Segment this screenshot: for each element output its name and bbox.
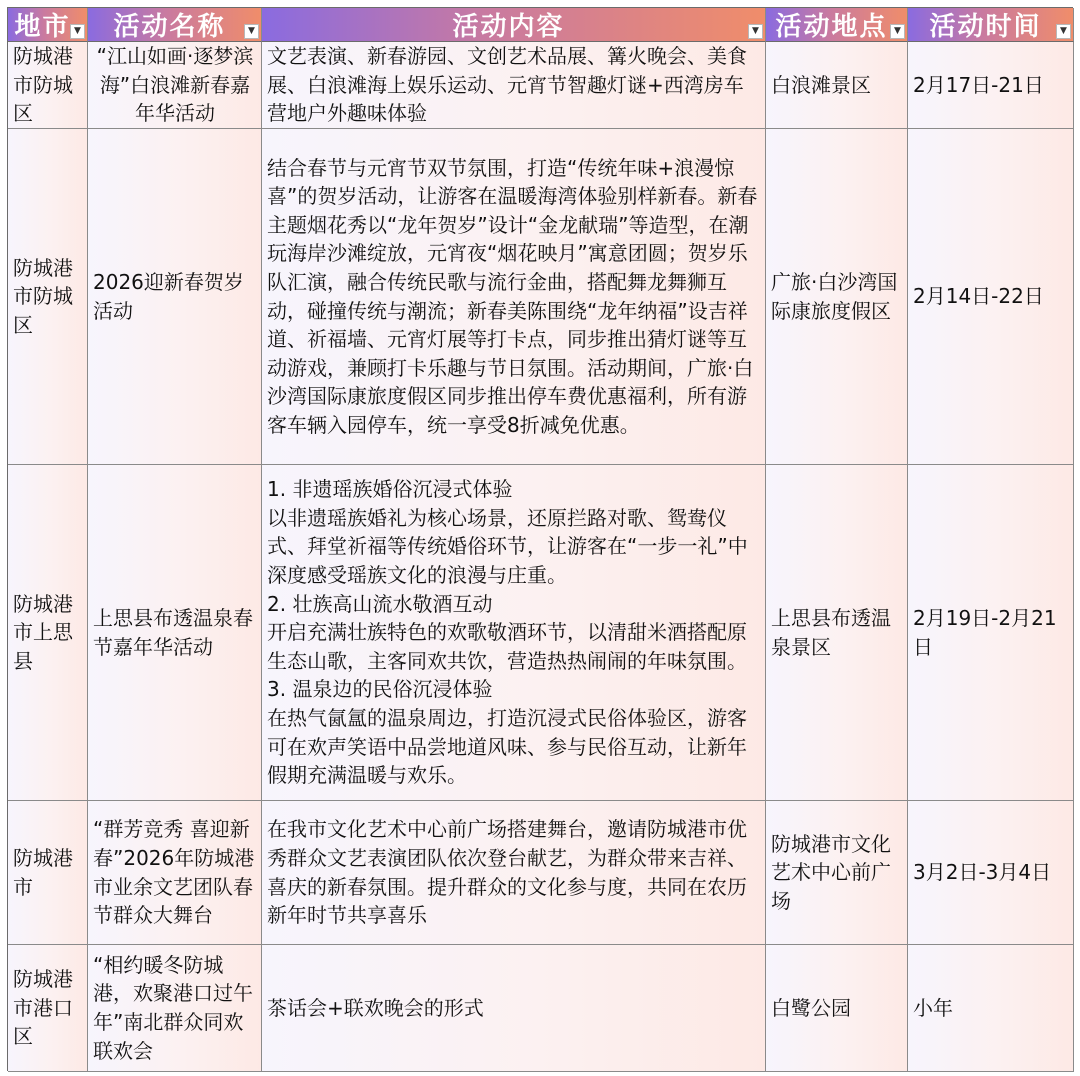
cell-activity-place[interactable]: 广旅·白沙湾国际康旅度假区 — [766, 129, 908, 465]
cell-activity-place[interactable]: 防城港市文化艺术中心前广场 — [766, 801, 908, 945]
cell-city[interactable]: 防城港市防城区 — [8, 129, 88, 465]
cell-activity-content[interactable]: 在我市文化艺术中心前广场搭建舞台，邀请防城港市优秀群众文艺表演团队依次登台献艺，为群众带来吉祥、喜庆的新春氛围。提升群众的文化参与度，共同在农历新年时节共享喜乐 — [262, 801, 766, 945]
filter-dropdown-icon[interactable]: ▼ — [1056, 24, 1071, 39]
filter-dropdown-icon[interactable]: ▼ — [244, 24, 259, 39]
cell-city[interactable]: 防城港市上思县 — [8, 465, 88, 801]
cell-activity-content[interactable]: 1. 非遗瑶族婚俗沉浸式体验 以非遗瑶族婚礼为核心场景，还原拦路对歌、鸳鸯仪式、拜堂祈福等传统婚俗环节，让游客在“一步一礼”中深度感受瑶族文化的浪漫与庄重。 2. 壮族高山流水敬酒互动 开启充满壮族特色的欢歌敬酒环节，以清甜米酒搭配原生态山歌，主客同欢共饮，营造热热闹闹的年味氛围。 3. 温泉边的民俗沉浸体验 在热气氤氲的温泉周边，打造沉浸式民俗体验区，游客可在欢声笑语中品尝地道风味、参与民俗互动，让新年假期充满温暖与欢乐。 — [262, 465, 766, 801]
cell-city[interactable]: 防城港市港口区 — [8, 945, 88, 1072]
header-activity-content: 活动内容 ▼ — [262, 8, 766, 42]
cell-activity-content[interactable]: 结合春节与元宵节双节氛围，打造“传统年味+浪漫惊喜”的贺岁活动，让游客在温暖海湾体验别样新春。新春主题烟花秀以“龙年贺岁”设计“金龙献瑞”等造型，在潮玩海岸沙滩绽放，元宵夜“烟花映月”寓意团圆；贺岁乐队汇演，融合传统民歌与流行金曲，搭配舞龙舞狮互动，碰撞传统与潮流；新春美陈围绕“龙年纳福”设吉祥道、祈福墙、元宵灯展等打卡点，同步推出猜灯谜等互动游戏，兼顾打卡乐趣与节日氛围。活动期间，广旅·白沙湾国际康旅度假区同步推出停车费优惠福利，所有游客车辆入园停车，统一享受8折减免优惠。 — [262, 129, 766, 465]
cell-activity-place[interactable]: 上思县布透温泉景区 — [766, 465, 908, 801]
filter-dropdown-icon[interactable]: ▼ — [70, 24, 85, 39]
cell-activity-place[interactable]: 白鹭公园 — [766, 945, 908, 1072]
cell-activity-time[interactable]: 2月17日-21日 — [908, 42, 1074, 129]
filter-dropdown-icon[interactable]: ▼ — [890, 24, 905, 39]
cell-activity-name[interactable]: 2026迎新春贺岁活动 — [88, 129, 262, 465]
cell-activity-name[interactable]: “江山如画·逐梦滨海”白浪滩新春嘉年华活动 — [88, 42, 262, 129]
cell-activity-name[interactable]: 上思县布透温泉春节嘉年华活动 — [88, 465, 262, 801]
header-activity-name: 活动名称 ▼ — [88, 8, 262, 42]
cell-activity-time[interactable]: 2月14日-22日 — [908, 129, 1074, 465]
header-city: 地市 ▼ — [8, 8, 88, 42]
cell-city[interactable]: 防城港市防城区 — [8, 42, 88, 129]
cell-activity-time[interactable]: 3月2日-3月4日 — [908, 801, 1074, 945]
cell-activity-content[interactable]: 茶话会+联欢晚会的形式 — [262, 945, 766, 1072]
cell-activity-content[interactable]: 文艺表演、新春游园、文创艺术品展、篝火晚会、美食展、白浪滩海上娱乐运动、元宵节智趣灯谜+西湾房车营地户外趣味体验 — [262, 42, 766, 129]
filter-dropdown-icon[interactable]: ▼ — [748, 24, 763, 39]
header-activity-time: 活动时间 ▼ — [908, 8, 1074, 42]
cell-activity-place[interactable]: 白浪滩景区 — [766, 42, 908, 129]
cell-activity-time[interactable]: 2月19日-2月21日 — [908, 465, 1074, 801]
cell-city[interactable]: 防城港市 — [8, 801, 88, 945]
cell-activity-name[interactable]: “群芳竞秀 喜迎新春”2026年防城港市业余文艺团队春节群众大舞台 — [88, 801, 262, 945]
cell-activity-name[interactable]: “相约暖冬防城港，欢聚港口过午年”南北群众同欢联欢会 — [88, 945, 262, 1072]
activity-table — [7, 7, 1073, 1071]
header-activity-place: 活动地点 ▼ — [766, 8, 908, 42]
cell-activity-time[interactable]: 小年 — [908, 945, 1074, 1072]
